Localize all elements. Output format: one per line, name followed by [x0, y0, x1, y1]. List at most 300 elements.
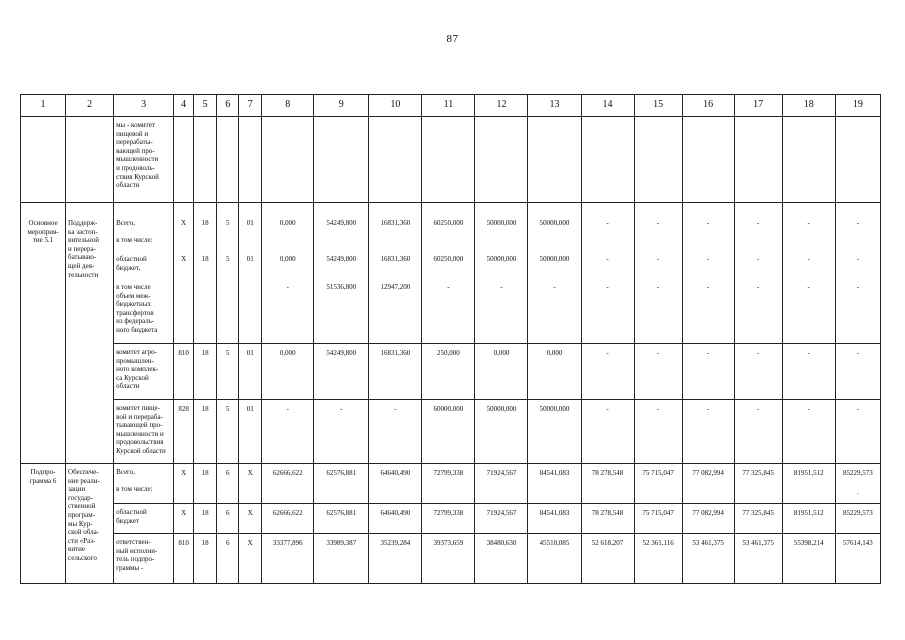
cell-value: - — [286, 405, 289, 413]
value-cell — [194, 534, 217, 584]
budget-table — [20, 94, 881, 584]
cell-text-line: ской обла- — [68, 528, 100, 537]
cell-text-line: ный исполни- — [116, 546, 158, 555]
header-cell: 12 — [475, 95, 528, 117]
cell-text-line: Курской области — [116, 446, 166, 455]
cell-value: - — [757, 283, 760, 291]
sub-entry — [116, 283, 171, 343]
value-cell — [262, 504, 314, 534]
cell-value: 5 — [225, 255, 230, 263]
cell-value: 53 461,375 — [742, 539, 774, 547]
cell-value: 828 — [178, 405, 189, 413]
cell-value: 0,000 — [279, 349, 296, 357]
program-cell — [21, 203, 66, 464]
sub-value — [530, 283, 578, 343]
cell-value: 72799,338 — [433, 469, 464, 477]
value-cell — [734, 400, 782, 464]
value-cell — [369, 203, 422, 344]
cell-value: 01 — [246, 219, 254, 227]
header-cell: 16 — [682, 95, 734, 117]
description-cell — [66, 117, 114, 203]
cell-value: - — [340, 405, 343, 413]
value-cell — [734, 504, 782, 534]
cell-value: 18 — [201, 219, 209, 227]
header-cell: 11 — [422, 95, 475, 117]
value-cell — [314, 400, 369, 464]
value-cell — [174, 534, 194, 584]
value-cell — [581, 504, 634, 534]
sub-entry — [116, 255, 171, 283]
cell-text-line — [116, 477, 171, 486]
sub-value — [176, 283, 191, 343]
sub-value — [785, 255, 833, 283]
cell-text-line: батываю- — [68, 253, 97, 262]
cell-text-line: вающей про- — [116, 146, 155, 155]
cell-value: - — [553, 283, 556, 291]
cell-value: - — [807, 219, 810, 227]
executor-cell — [114, 504, 174, 534]
cell-value: - — [856, 219, 860, 227]
header-cell: 7 — [239, 95, 262, 117]
table-row — [21, 117, 881, 203]
sub-value — [219, 219, 236, 255]
cell-value: X — [247, 539, 253, 547]
cell-text-line: грамма 6 — [29, 476, 57, 485]
sub-entry — [116, 219, 171, 255]
value-cell — [734, 534, 782, 584]
cell-value: - — [757, 405, 760, 413]
sub-value — [685, 283, 732, 343]
executor-cell — [114, 117, 174, 203]
cell-value: - — [856, 349, 860, 357]
cell-value: - — [807, 405, 810, 413]
cell-value: 39373,659 — [433, 539, 464, 547]
sub-value — [737, 219, 780, 255]
cell-value: - — [706, 283, 710, 291]
table-row — [21, 400, 881, 464]
cell-value: 6 — [225, 509, 230, 517]
cell-text-line — [116, 228, 171, 237]
value-cell — [581, 117, 634, 203]
cell-text-line: ответствен- — [116, 538, 151, 546]
cell-text-line: бюджет — [116, 516, 140, 525]
cell-value: 60250,000 — [433, 255, 464, 263]
sub-value — [241, 283, 259, 343]
cell-value: 64640,490 — [380, 509, 411, 517]
sub-value — [737, 255, 780, 283]
header-row — [21, 95, 881, 117]
value-cell — [217, 400, 239, 464]
cell-value: - — [757, 219, 760, 227]
cell-value: 0,000 — [279, 219, 296, 227]
cell-text-line: ка застоп- — [68, 227, 98, 236]
value-cell — [239, 117, 262, 203]
value-cell — [174, 464, 194, 504]
value-cell — [174, 400, 194, 464]
value-cell — [369, 534, 422, 584]
cell-value: 6 — [225, 539, 230, 547]
cell-text-line: объем меж- — [116, 291, 151, 300]
cell-text-line: областной — [116, 255, 147, 263]
value-cell — [835, 117, 880, 203]
value-cell — [835, 534, 880, 584]
value-cell — [682, 344, 734, 400]
cell-text-line: области — [116, 382, 140, 391]
value-cell — [634, 344, 682, 400]
cell-text-line: сельского — [68, 553, 97, 562]
cell-value: 60250,000 — [433, 219, 464, 227]
sub-value — [219, 255, 236, 283]
cell-value: - — [856, 283, 860, 291]
value-cell — [634, 504, 682, 534]
cell-value: 62666,622 — [272, 509, 303, 517]
cell-value: - — [807, 283, 810, 291]
cell-text-line: мышленности и — [116, 429, 164, 438]
value-cell — [314, 117, 369, 203]
cell-value: - — [656, 349, 660, 357]
value-cell — [314, 504, 369, 534]
header-cell: 15 — [634, 95, 682, 117]
value-cell — [194, 400, 217, 464]
value-cell — [314, 464, 369, 504]
cell-text-line: продовольствия — [116, 438, 164, 447]
cell-text-line: Всего, — [116, 468, 136, 476]
value-cell — [174, 117, 194, 203]
cell-text-line: Обеспече- — [68, 468, 99, 476]
cell-value: X — [181, 255, 187, 263]
description-cell — [66, 203, 114, 464]
value-cell — [634, 117, 682, 203]
cell-value: 77 325,845 — [742, 509, 774, 517]
cell-text-line: вительной — [68, 236, 99, 245]
cell-value: 64640,490 — [380, 469, 411, 477]
sub-value — [424, 219, 472, 255]
value-cell — [239, 344, 262, 400]
value-cell — [262, 203, 314, 344]
cell-value: 52 361,116 — [642, 539, 674, 547]
cell-text-line: ние реали- — [68, 476, 100, 485]
value-cell — [475, 534, 528, 584]
cell-value: 85229,573 — [843, 509, 873, 517]
sub-value — [584, 219, 632, 255]
sub-value — [176, 255, 191, 283]
cell-value: - — [807, 255, 810, 263]
cell-value: - — [856, 255, 860, 263]
cell-value: 5 — [225, 349, 230, 357]
value-cell — [422, 344, 475, 400]
cell-value: - — [447, 283, 450, 291]
cell-text-line: перерабаты- — [116, 138, 153, 147]
cell-value: - — [706, 255, 710, 263]
table-row — [21, 464, 881, 504]
cell-value: 35239,284 — [380, 539, 411, 547]
table-row — [21, 344, 881, 400]
header-cell: 3 — [114, 95, 174, 117]
value-cell — [262, 464, 314, 504]
sub-value — [637, 219, 680, 255]
cell-value — [241, 283, 259, 292]
value-cell — [782, 504, 835, 534]
value-cell — [835, 344, 880, 400]
cell-value: 18 — [201, 469, 209, 477]
sub-value — [637, 255, 680, 283]
cell-text-line: в том числе: — [116, 236, 153, 245]
cell-text-line: промышлен- — [116, 356, 154, 365]
cell-value: - — [606, 255, 609, 263]
sub-value — [785, 219, 833, 255]
value-cell — [475, 344, 528, 400]
table-row — [21, 534, 881, 584]
value-cell — [528, 203, 581, 344]
cell-value: - — [394, 405, 397, 413]
sub-value — [219, 283, 236, 343]
cell-text-line: в том числе: — [116, 485, 153, 494]
cell-value: 01 — [246, 405, 254, 413]
cell-value: 18 — [201, 255, 209, 263]
cell-value: 12947,200 — [380, 283, 411, 291]
cell-value: 01 — [246, 349, 254, 357]
cell-value: 71924,567 — [486, 469, 517, 477]
cell-value: 52 618,207 — [591, 539, 624, 547]
value-cell — [194, 344, 217, 400]
cell-text-line: ного бюджета — [116, 325, 158, 334]
cell-value: 57614,143 — [843, 539, 873, 547]
value-cell — [581, 203, 634, 344]
cell-value: 810 — [178, 539, 189, 547]
cell-text-line: тельности — [68, 270, 99, 279]
value-cell — [782, 117, 835, 203]
sub-value — [424, 283, 472, 343]
sub-value — [785, 283, 833, 343]
value-cell — [782, 534, 835, 584]
sub-value — [477, 283, 525, 343]
cell-value: 18 — [201, 349, 209, 357]
value-cell — [217, 504, 239, 534]
value-cell — [174, 203, 194, 344]
sub-value — [176, 219, 191, 255]
cell-value: 78 278,548 — [591, 469, 624, 477]
cell-value: - — [656, 219, 660, 227]
value-cell — [581, 534, 634, 584]
value-cell — [217, 203, 239, 344]
cell-value: 54249,800 — [326, 349, 357, 357]
cell-text-line: щей дея- — [68, 261, 95, 270]
cell-text-line: бюджетных — [116, 300, 151, 309]
value-cell — [422, 117, 475, 203]
value-cell — [239, 464, 262, 504]
table-row — [21, 203, 881, 344]
cell-value: X — [181, 219, 187, 227]
cell-text-line: тель подпро- — [116, 555, 155, 564]
sub-value — [424, 255, 472, 283]
cell-text-line: граммы - — [116, 563, 144, 572]
cell-text-line: ного комплек- — [116, 365, 159, 374]
cell-value: 51536,800 — [326, 283, 357, 291]
cell-value: 5 — [225, 219, 230, 227]
sub-value — [685, 219, 732, 255]
value-cell — [314, 534, 369, 584]
value-cell — [634, 203, 682, 344]
program-cell — [21, 117, 66, 203]
header-cell: 13 — [528, 95, 581, 117]
sub-value — [316, 219, 366, 255]
sub-value — [196, 283, 214, 343]
cell-value: 81951,512 — [793, 509, 824, 517]
program-cell — [21, 464, 66, 584]
value-cell — [734, 117, 782, 203]
value-cell — [528, 504, 581, 534]
value-cell — [194, 464, 217, 504]
value-cell — [682, 534, 734, 584]
cell-value: 5 — [225, 405, 230, 413]
cell-value: 0,000 — [546, 349, 563, 357]
header-cell: 19 — [835, 95, 880, 117]
cell-value: 50000,000 — [539, 219, 570, 227]
sub-value — [584, 283, 632, 343]
cell-value: 18 — [201, 509, 209, 517]
cell-text-line: комитет агро- — [116, 348, 157, 356]
cell-value: 81951,512 — [793, 469, 824, 477]
cell-value: 18 — [201, 539, 209, 547]
value-cell — [835, 504, 880, 534]
value-cell — [682, 464, 734, 504]
cell-text-line: и перера- — [68, 244, 96, 253]
cell-value: 38480,630 — [486, 539, 517, 547]
value-cell — [734, 203, 782, 344]
cell-value — [176, 283, 191, 292]
value-cell — [782, 344, 835, 400]
sub-value — [241, 219, 259, 255]
sub-value — [838, 283, 878, 343]
cell-value: - — [606, 283, 609, 291]
value-cell — [634, 400, 682, 464]
cell-text-line: ственной — [68, 502, 96, 511]
cell-value: 77 082,994 — [692, 509, 724, 517]
cell-text-line: Основное — [28, 219, 58, 227]
cell-text-line: Всего, — [116, 219, 136, 227]
cell-value: 50000,000 — [539, 405, 570, 413]
cell-text-line: зации — [68, 485, 86, 494]
value-cell — [217, 464, 239, 504]
value-cell — [239, 534, 262, 584]
cell-value: 54249,800 — [326, 255, 357, 263]
cell-text-line: ствия Курской — [116, 172, 159, 181]
header-cell: 14 — [581, 95, 634, 117]
value-cell — [835, 203, 880, 344]
cell-value: 72799,338 — [433, 509, 464, 517]
cell-value: X — [247, 509, 253, 517]
header-cell: 18 — [782, 95, 835, 117]
cell-text-line: области — [116, 181, 140, 190]
value-cell — [528, 117, 581, 203]
cell-text-line: в том числе — [116, 283, 151, 291]
cell-text-line: са Курской — [116, 373, 149, 382]
value-cell — [734, 464, 782, 504]
header-cell: 10 — [369, 95, 422, 117]
cell-value: 250,000 — [437, 349, 460, 357]
cell-value: 0,000 — [279, 255, 296, 263]
cell-text-line: мероприя- — [27, 227, 59, 236]
cell-text-line: витие — [68, 545, 86, 554]
cell-value: - — [807, 349, 810, 357]
cell-value: 0,000 — [493, 349, 510, 357]
value-cell — [422, 464, 475, 504]
value-cell — [835, 464, 880, 504]
value-cell — [634, 534, 682, 584]
cell-value: 71924,567 — [486, 509, 517, 517]
cell-value: 16831,360 — [380, 255, 411, 263]
sub-value — [477, 255, 525, 283]
value-cell — [835, 400, 880, 464]
value-cell — [369, 344, 422, 400]
cell-text-line: мы - комитет — [116, 121, 155, 129]
cell-text-line: Поддерж- — [68, 219, 98, 227]
header-cell: 1 — [21, 95, 66, 117]
description-cell — [66, 464, 114, 584]
cell-value: 84541,083 — [539, 509, 570, 517]
cell-value: - — [656, 255, 660, 263]
value-cell — [734, 344, 782, 400]
header-cell: 6 — [217, 95, 239, 117]
executor-cell — [114, 464, 174, 504]
sub-value — [637, 283, 680, 343]
cell-value: - — [706, 349, 710, 357]
cell-value: - — [757, 255, 760, 263]
value-cell — [475, 504, 528, 534]
cell-text-line: и продоволь- — [116, 163, 155, 172]
value-cell — [475, 117, 528, 203]
value-cell — [475, 203, 528, 344]
cell-value: 50000,000 — [486, 405, 517, 413]
cell-value: 33377,896 — [272, 539, 303, 547]
cell-value: X — [181, 469, 187, 477]
cell-value: 54249,800 — [326, 219, 357, 227]
value-cell — [174, 504, 194, 534]
value-cell — [682, 117, 734, 203]
value-cell — [528, 400, 581, 464]
executor-cell — [114, 534, 174, 584]
cell-value: 60000,000 — [433, 405, 464, 413]
cell-value: - — [286, 283, 289, 291]
value-cell — [369, 117, 422, 203]
cell-value: 62666,622 — [272, 469, 303, 477]
value-cell — [174, 344, 194, 400]
value-cell — [581, 464, 634, 504]
sub-value — [477, 219, 525, 255]
sub-value — [264, 255, 311, 283]
table-row — [21, 504, 881, 534]
cell-text-line: сти «Раз- — [68, 536, 96, 545]
cell-value: 77 325,845 — [742, 469, 774, 477]
sub-value — [316, 283, 366, 343]
cell-text-line: вой и перераба- — [116, 412, 163, 421]
cell-value: - — [656, 405, 660, 413]
value-cell — [782, 464, 835, 504]
cell-value: X — [181, 509, 187, 517]
value-cell — [581, 344, 634, 400]
header-cell: 4 — [174, 95, 194, 117]
cell-value: 18 — [201, 405, 209, 413]
value-cell — [422, 203, 475, 344]
cell-text-line: мышленности — [116, 155, 159, 164]
cell-value: 62576,881 — [326, 469, 357, 477]
value-cell — [239, 504, 262, 534]
value-cell — [369, 400, 422, 464]
value-cell — [194, 203, 217, 344]
cell-text-line: тывающей про- — [116, 421, 163, 430]
cell-value: 84541,083 — [539, 469, 570, 477]
value-cell — [528, 464, 581, 504]
